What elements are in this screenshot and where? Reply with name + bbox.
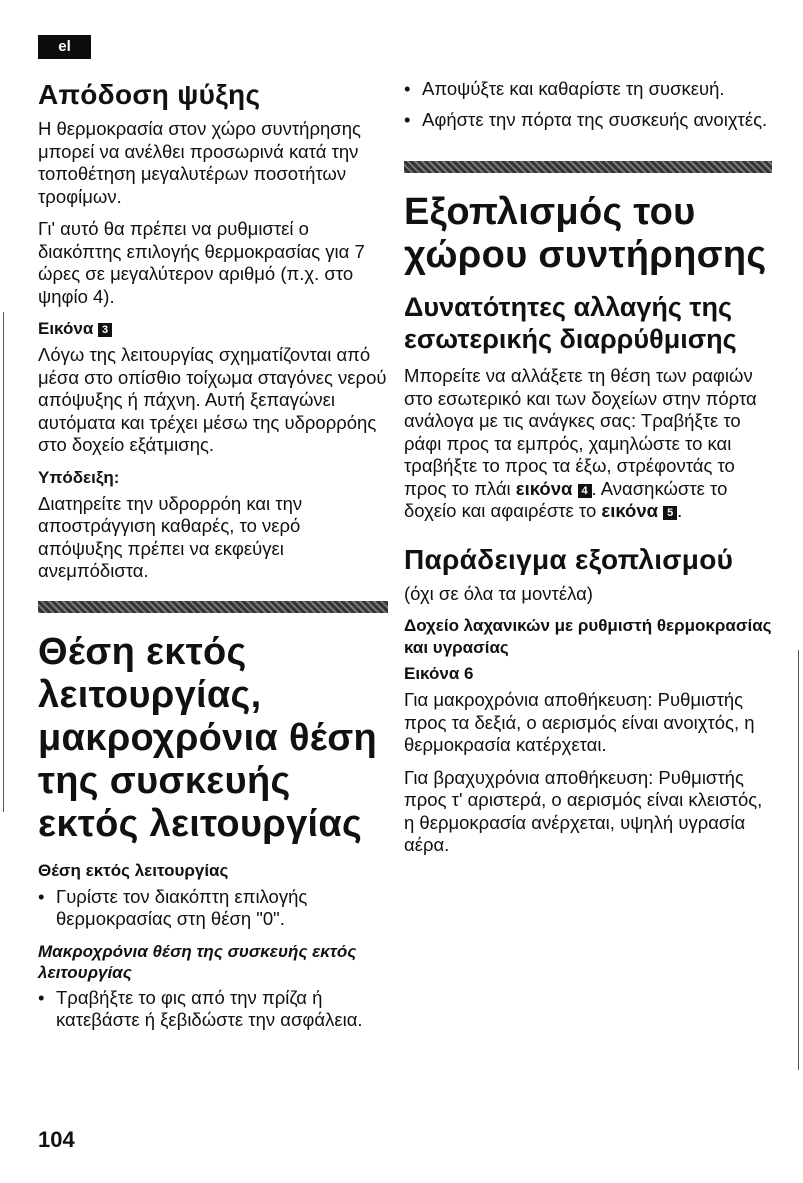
figure-ref: εικόνα [515, 477, 573, 499]
bullet-list [404, 78, 772, 131]
paragraph: Λόγω της λειτουργίας σχηματίζονται από μέσα στο οπίσθιο τοίχωμα σταγόνες νερού απόψυξης ή πάχνη. Αυτή ξεπαγώνει αυτόματα και τρέχει μέσω της υδρορρόης στο δοχείο εξάτμισης. [38, 344, 387, 455]
text: . Ανασηκώστε το δοχείο και αφαιρέστε το [404, 477, 728, 521]
section-divider [38, 601, 388, 613]
figure-label [38, 318, 388, 340]
left-column [38, 78, 388, 1042]
note: (όχι σε όλα τα μοντέλα) [404, 582, 593, 604]
paragraph-rearrange [404, 365, 772, 523]
text: . [677, 500, 683, 521]
section-title-cooling: Απόδοση ψύξης [38, 79, 261, 110]
right-column [404, 78, 772, 867]
figure-label-text: Εικόνα [38, 319, 94, 338]
figure-number-badge: 3 [98, 323, 112, 337]
figure-label: Εικόνα 6 [404, 664, 474, 683]
subheading-shutdown: Θέση εκτός λειτουργίας [38, 860, 229, 880]
scan-edge-line [3, 312, 4, 812]
section-title-example: Παράδειγμα εξοπλισμού [404, 543, 734, 575]
paragraph: Η θερμοκρασία στον χώρο συντήρησης μπορεί να ανέλθει προσωρινά κατά την τοποθέτηση μεγαλυτέρων ποσοτήτων τροφίμων. [38, 118, 361, 207]
list-item: • Τραβήξτε το φις από την πρίζα ή κατεβάστε ή ξεβιδώστε την ασφάλεια. [38, 987, 388, 1032]
section-title-shutdown: Θέση εκτός λειτουργίας, μακροχρόνια θέση της συσκευής εκτός λειτουργίας [38, 630, 378, 845]
list-item: • Αφήστε την πόρτα της συσκευής ανοιχτές. [404, 109, 772, 132]
subheading-long-shutdown: Μακροχρόνια θέση της συσκευής εκτός λειτουργίας [38, 941, 357, 982]
page-number: 104 [38, 1127, 75, 1152]
paragraph: Για μακροχρόνια αποθήκευση: Ρυθμιστής προς τα δεξιά, ο αερισμός είναι ανοιχτός, η θερμοκρασία κατέρχεται. [404, 689, 755, 755]
bullet-list [38, 886, 388, 931]
paragraph: Διατηρείτε την υδρορρόη και την αποστράγγιση καθαρές, το νερό απόψυξης πρέπει να εκφεύγει ανεμπόδιστα. [38, 492, 303, 581]
hint-label: Υπόδειξη: [38, 467, 120, 487]
section-divider [404, 161, 772, 173]
subheading-rearrange: Δυνατότητες αλλαγής της εσωτερικής διαρρύθμισης [404, 292, 737, 354]
paragraph: Γι' αυτό θα πρέπει να ρυθμιστεί ο διακόπτης επιλογής θερμοκρασίας για 7 ώρες σε μεγαλύτερον αριθμό (π.χ. στο ψηφίο 4). [38, 218, 365, 307]
scan-edge-line [798, 650, 799, 1070]
list-item: • Αποψύξτε και καθαρίστε τη συσκευή. [404, 78, 772, 101]
section-title-equipment: Εξοπλισμός του χώρου συντήρησης [404, 191, 767, 276]
subheading-vegetable-drawer: Δοχείο λαχανικών με ρυθμιστή θερμοκρασίας και υγρασίας [404, 616, 772, 657]
figure-number-badge: 4 [578, 484, 592, 498]
text: Μπορείτε να αλλάξετε τη θέση των ραφιών στο εσωτερικό και των δοχείων στην πόρτα ανάλογα με τις ανάγκες σας: Τραβήξτε το ράφι προς τα εμπρός, χαμηλώστε το και τραβήξτε το προς τα έξω, στρέφοντάς το προς το πλάι [404, 365, 757, 499]
figure-number-badge: 5 [663, 506, 677, 520]
list-item: • Γυρίστε τον διακόπτη επιλογής θερμοκρασίας στη θέση "0". [38, 886, 388, 931]
language-badge: el [38, 35, 91, 59]
paragraph: Για βραχυχρόνια αποθήκευση: Ρυθμιστής προς τ' αριστερά, ο αερισμός είναι κλειστός, η θερμοκρασία ανέρχεται, υψηλή υγρασία αέρα. [404, 766, 763, 855]
figure-ref: εικόνα [601, 500, 659, 521]
bullet-list [38, 987, 388, 1032]
